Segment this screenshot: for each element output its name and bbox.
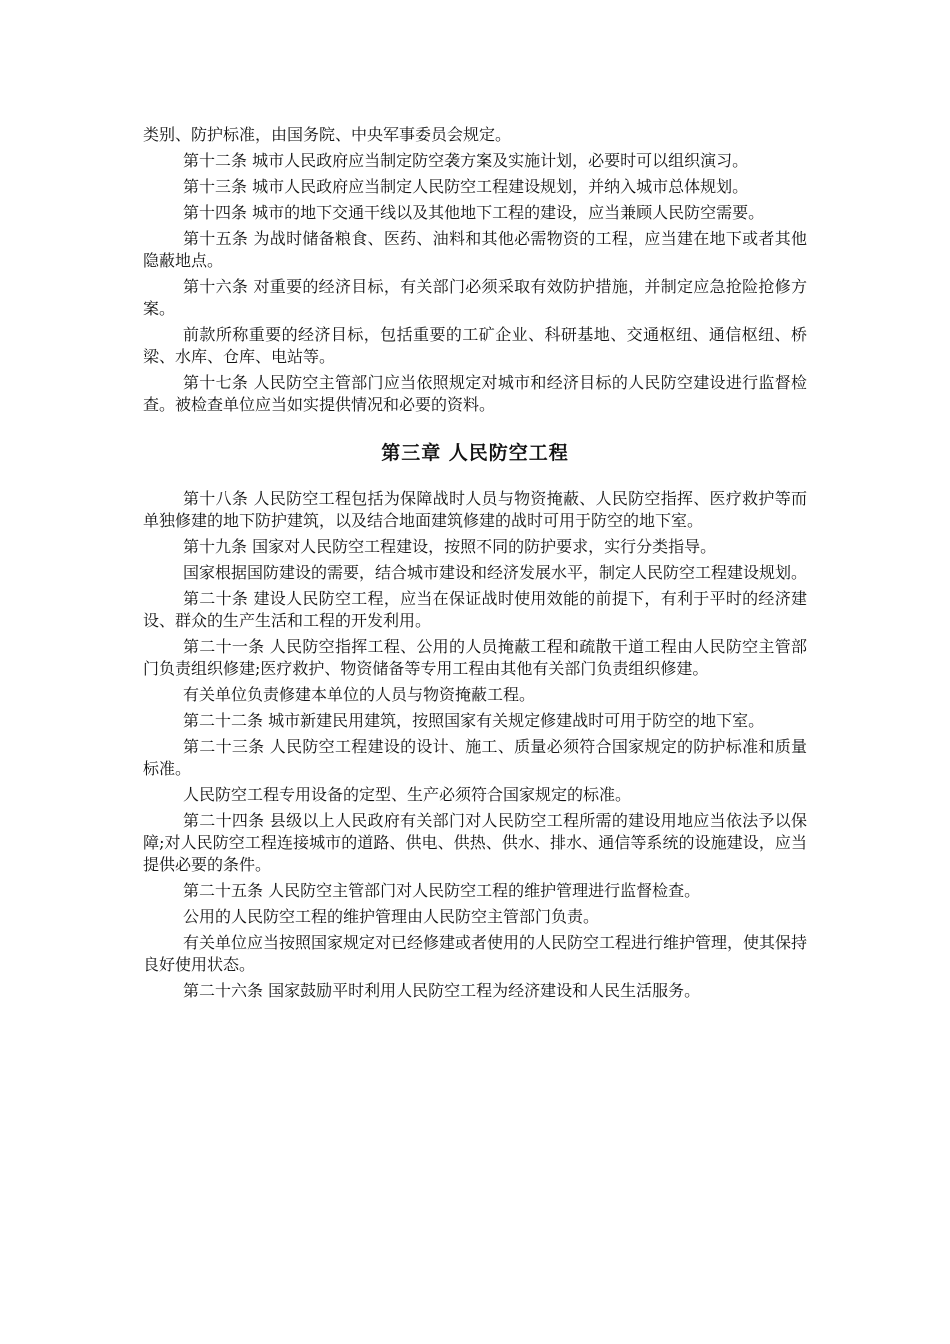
article-19: 第十九条 国家对人民防空工程建设，按照不同的防护要求，实行分类指导。 bbox=[183, 537, 717, 556]
paragraph: 有关单位负责修建本单位的人员与物资掩蔽工程。 bbox=[183, 685, 536, 704]
article-15: 第十五条 为战时储备粮食、医药、油料和其他必需物资的工程，应当建在地下或者其他隐蔽地点。 bbox=[143, 229, 807, 270]
paragraph: 公用的人民防空工程的维护管理由人民防空主管部门负责。 bbox=[183, 907, 600, 926]
article-22: 第二十二条 城市新建民用建筑，按照国家有关规定修建战时可用于防空的地下室。 bbox=[183, 711, 765, 730]
article-21: 第二十一条 人民防空指挥工程、公用的人员掩蔽工程和疏散干道工程由人民防空主管部门负责组织修建;医疗救护、物资储备等专用工程由其他有关部门负责组织修建。 bbox=[143, 637, 807, 678]
article-16: 第十六条 对重要的经济目标，有关部门必须采取有效防护措施，并制定应急抢险抢修方案。 bbox=[143, 277, 807, 318]
article-14: 第十四条 城市的地下交通干线以及其他地下工程的建设，应当兼顾人民防空需要。 bbox=[183, 203, 765, 222]
article-26: 第二十六条 国家鼓励平时利用人民防空工程为经济建设和人民生活服务。 bbox=[183, 981, 701, 1000]
paragraph: 类别、防护标准，由国务院、中央军事委员会规定。 bbox=[143, 125, 512, 144]
paragraph: 前款所称重要的经济目标，包括重要的工矿企业、科研基地、交通枢纽、通信枢纽、桥梁、水库、仓库、电站等。 bbox=[143, 325, 807, 366]
article-18: 第十八条 人民防空工程包括为保障战时人员与物资掩蔽、人民防空指挥、医疗救护等而单独修建的地下防护建筑，以及结合地面建筑修建的战时可用于防空的地下室。 bbox=[143, 489, 807, 530]
paragraph: 有关单位应当按照国家规定对已经修建或者使用的人民防空工程进行维护管理，使其保持良好使用状态。 bbox=[143, 933, 808, 974]
article-24: 第二十四条 县级以上人民政府有关部门对人民防空工程所需的建设用地应当依法予以保障;对人民防空工程连接城市的道路、供电、供热、供水、排水、通信等系统的设施建设，应当提供必要的条件。 bbox=[143, 811, 807, 874]
paragraph: 人民防空工程专用设备的定型、生产必须符合国家规定的标准。 bbox=[183, 785, 632, 804]
article-20: 第二十条 建设人民防空工程，应当在保证战时使用效能的前提下，有利于平时的经济建设、群众的生产生活和工程的开发利用。 bbox=[143, 589, 807, 630]
article-25: 第二十五条 人民防空主管部门对人民防空工程的维护管理进行监督检查。 bbox=[183, 881, 701, 900]
chapter-title: 第三章 人民防空工程 bbox=[381, 442, 569, 464]
article-23: 第二十三条 人民防空工程建设的设计、施工、质量必须符合国家规定的防护标准和质量标准。 bbox=[143, 737, 807, 778]
article-17: 第十七条 人民防空主管部门应当依照规定对城市和经济目标的人民防空建设进行监督检查。被检查单位应当如实提供情况和必要的资料。 bbox=[143, 373, 807, 414]
article-12: 第十二条 城市人民政府应当制定防空袭方案及实施计划，必要时可以组织演习。 bbox=[183, 151, 749, 170]
article-13: 第十三条 城市人民政府应当制定人民防空工程建设规划，并纳入城市总体规划。 bbox=[183, 177, 749, 196]
document-body bbox=[143, 124, 807, 1006]
paragraph: 国家根据国防建设的需要，结合城市建设和经济发展水平，制定人民防空工程建设规划。 bbox=[183, 563, 808, 582]
